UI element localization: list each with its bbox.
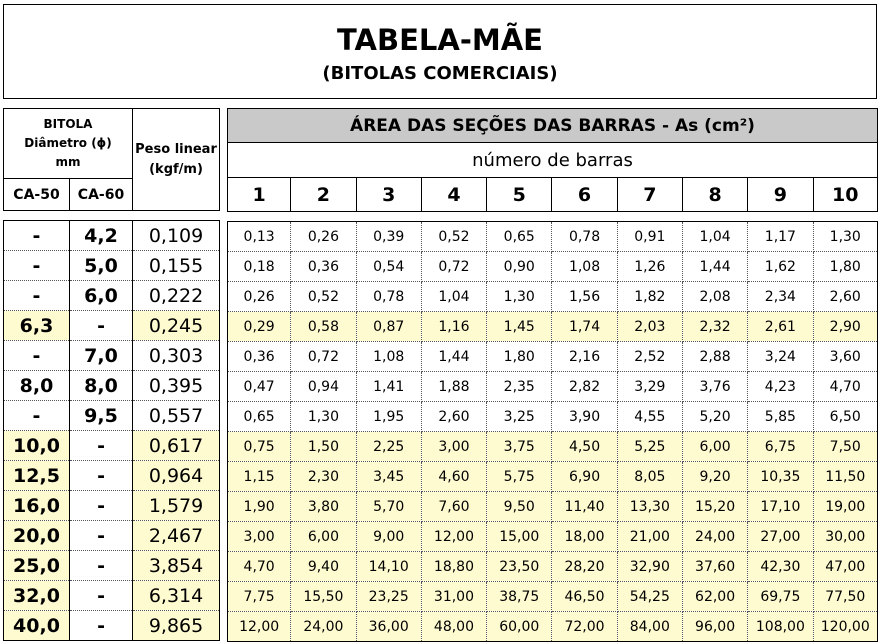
peso-header: [133, 109, 220, 211]
ca60-cell: -: [70, 551, 133, 581]
column-header-1: 1: [228, 178, 291, 212]
area-cell: 31,00: [421, 582, 486, 612]
area-cell: 11,40: [552, 492, 617, 522]
bitola-row: [4, 281, 220, 311]
area-cell: 1,45: [487, 312, 552, 342]
area-cell: 3,45: [356, 462, 421, 492]
ca50-cell: 16,0: [4, 491, 70, 521]
area-cell: 30,00: [813, 522, 877, 552]
area-cell: 47,00: [813, 552, 877, 582]
peso-cell: 0,155: [133, 251, 220, 281]
page-title: TABELA-MÃE: [337, 23, 543, 57]
area-cell: 9,00: [356, 522, 421, 552]
column-header-6: 6: [552, 178, 617, 212]
spacer-row: [4, 211, 220, 221]
area-row: [228, 252, 878, 282]
area-cell: 2,25: [356, 432, 421, 462]
ca50-cell: -: [4, 341, 70, 371]
area-cell: 4,23: [748, 372, 813, 402]
page-subtitle: (BITOLAS COMERCIAIS): [322, 63, 558, 84]
peso-cell: 0,222: [133, 281, 220, 311]
area-cell: 11,50: [813, 462, 877, 492]
area-cell: 1,17: [748, 222, 813, 252]
area-row: [228, 282, 878, 312]
area-cell: 0,18: [228, 252, 291, 282]
area-cell: 6,50: [813, 402, 877, 432]
area-cell: 1,44: [421, 342, 486, 372]
area-cell: 5,25: [617, 432, 682, 462]
area-cell: 2,08: [682, 282, 747, 312]
area-cell: 9,50: [487, 492, 552, 522]
area-cell: 9,20: [682, 462, 747, 492]
area-cell: 18,00: [552, 522, 617, 552]
area-cell: 2,88: [682, 342, 747, 372]
area-cell: 0,87: [356, 312, 421, 342]
bitola-row: [4, 461, 220, 491]
area-cell: 7,75: [228, 582, 291, 612]
title-box: [3, 4, 877, 99]
columns-header-row: [228, 178, 878, 212]
ca60-cell: -: [70, 611, 133, 641]
area-cell: 42,30: [748, 552, 813, 582]
area-cell: 0,90: [487, 252, 552, 282]
area-cell: 1,74: [552, 312, 617, 342]
area-cell: 72,00: [552, 612, 617, 642]
peso-cell: 0,303: [133, 341, 220, 371]
bitola-row: [4, 611, 220, 641]
area-cell: 62,00: [682, 582, 747, 612]
area-cell: 0,36: [228, 342, 291, 372]
bitola-row: [4, 521, 220, 551]
area-row: [228, 462, 878, 492]
area-cell: 84,00: [617, 612, 682, 642]
area-row: [228, 612, 878, 642]
area-cell: 5,20: [682, 402, 747, 432]
ca60-cell: 5,0: [70, 251, 133, 281]
peso-label: Peso linear: [135, 141, 217, 157]
area-cell: 3,00: [228, 522, 291, 552]
area-cell: 0,58: [291, 312, 356, 342]
area-cell: 5,75: [487, 462, 552, 492]
area-cell: 1,15: [228, 462, 291, 492]
area-row: [228, 222, 878, 252]
area-row: [228, 552, 878, 582]
area-cell: 2,30: [291, 462, 356, 492]
area-cell: 0,75: [228, 432, 291, 462]
peso-cell: 0,617: [133, 431, 220, 461]
ca60-cell: 7,0: [70, 341, 133, 371]
ca60-cell: 8,0: [70, 371, 133, 401]
bitola-row: [4, 221, 220, 251]
area-row: [228, 372, 878, 402]
area-cell: 38,75: [487, 582, 552, 612]
area-cell: 2,16: [552, 342, 617, 372]
column-header-7: 7: [617, 178, 682, 212]
peso-cell: 0,245: [133, 311, 220, 341]
area-header-row: [228, 109, 878, 143]
area-cell: 12,00: [421, 522, 486, 552]
diametro-label: Diâmetro (ϕ): [24, 136, 112, 150]
area-cell: 37,60: [682, 552, 747, 582]
area-cell: 1,08: [356, 342, 421, 372]
ca60-header: CA-60: [70, 179, 133, 211]
area-cell: 4,55: [617, 402, 682, 432]
column-header-8: 8: [682, 178, 747, 212]
area-cell: 3,90: [552, 402, 617, 432]
peso-cell: 0,109: [133, 221, 220, 251]
bitola-header-row: [4, 109, 220, 179]
area-cell: 2,60: [813, 282, 877, 312]
area-cell: 4,50: [552, 432, 617, 462]
peso-cell: 1,579: [133, 491, 220, 521]
ca60-cell: -: [70, 461, 133, 491]
area-cell: 120,00: [813, 612, 877, 642]
area-cell: 15,50: [291, 582, 356, 612]
area-cell: 2,35: [487, 372, 552, 402]
bitola-label: BITOLA: [43, 117, 93, 131]
area-cell: 6,75: [748, 432, 813, 462]
bitola-row: [4, 431, 220, 461]
area-cell: 60,00: [487, 612, 552, 642]
area-row: [228, 402, 878, 432]
mm-label: mm: [55, 155, 81, 169]
area-cell: 0,72: [291, 342, 356, 372]
area-cell: 108,00: [748, 612, 813, 642]
numero-header-row: [228, 143, 878, 178]
area-header: ÁREA DAS SEÇÕES DAS BARRAS - As (cm²): [228, 109, 878, 143]
area-cell: 1,80: [813, 252, 877, 282]
ca60-cell: -: [70, 311, 133, 341]
area-cell: 3,60: [813, 342, 877, 372]
area-cell: 1,56: [552, 282, 617, 312]
area-cell: 0,65: [228, 402, 291, 432]
area-cell: 0,52: [291, 282, 356, 312]
area-cell: 96,00: [682, 612, 747, 642]
area-cell: 0,26: [291, 222, 356, 252]
area-cell: 7,60: [421, 492, 486, 522]
area-cell: 3,76: [682, 372, 747, 402]
ca50-cell: 8,0: [4, 371, 70, 401]
area-cell: 24,00: [291, 612, 356, 642]
area-cell: 27,00: [748, 522, 813, 552]
ca50-cell: 40,0: [4, 611, 70, 641]
area-cell: 1,80: [487, 342, 552, 372]
area-cell: 1,04: [682, 222, 747, 252]
area-cell: 36,00: [356, 612, 421, 642]
numero-header: número de barras: [228, 143, 878, 178]
area-cell: 0,72: [421, 252, 486, 282]
area-cell: 1,82: [617, 282, 682, 312]
peso-cell: 9,865: [133, 611, 220, 641]
area-cell: 7,50: [813, 432, 877, 462]
area-cell: 1,50: [291, 432, 356, 462]
bitola-row: [4, 341, 220, 371]
area-cell: 2,61: [748, 312, 813, 342]
area-cell: 3,80: [291, 492, 356, 522]
peso-cell: 6,314: [133, 581, 220, 611]
area-cell: 0,65: [487, 222, 552, 252]
peso-cell: 2,467: [133, 521, 220, 551]
peso-cell: 0,395: [133, 371, 220, 401]
area-cell: 4,70: [228, 552, 291, 582]
ca60-cell: 4,2: [70, 221, 133, 251]
area-cell: 1,30: [813, 222, 877, 252]
area-cell: 3,75: [487, 432, 552, 462]
area-cell: 69,75: [748, 582, 813, 612]
area-cell: 1,41: [356, 372, 421, 402]
ca60-cell: -: [70, 581, 133, 611]
area-cell: 1,88: [421, 372, 486, 402]
area-cell: 2,82: [552, 372, 617, 402]
area-cell: 4,70: [813, 372, 877, 402]
area-cell: 46,50: [552, 582, 617, 612]
ca50-cell: -: [4, 281, 70, 311]
area-cell: 23,50: [487, 552, 552, 582]
area-cell: 5,70: [356, 492, 421, 522]
column-header-10: 10: [813, 178, 877, 212]
area-row: [228, 492, 878, 522]
bitola-row: [4, 371, 220, 401]
ca50-cell: 12,5: [4, 461, 70, 491]
area-cell: 23,25: [356, 582, 421, 612]
area-cell: 2,90: [813, 312, 877, 342]
area-cell: 54,25: [617, 582, 682, 612]
area-cell: 8,05: [617, 462, 682, 492]
ca50-cell: -: [4, 221, 70, 251]
area-cell: 15,20: [682, 492, 747, 522]
area-cell: 0,94: [291, 372, 356, 402]
area-cell: 10,35: [748, 462, 813, 492]
column-header-5: 5: [487, 178, 552, 212]
bitola-table: [3, 108, 220, 641]
area-cell: 1,30: [291, 402, 356, 432]
area-cell: 2,34: [748, 282, 813, 312]
area-cell: 0,39: [356, 222, 421, 252]
area-cell: 0,78: [552, 222, 617, 252]
area-cell: 3,24: [748, 342, 813, 372]
column-header-9: 9: [748, 178, 813, 212]
area-cell: 1,26: [617, 252, 682, 282]
ca60-cell: -: [70, 521, 133, 551]
bitola-row: [4, 251, 220, 281]
ca50-cell: -: [4, 401, 70, 431]
area-cell: 0,13: [228, 222, 291, 252]
ca60-cell: 6,0: [70, 281, 133, 311]
ca60-cell: -: [70, 431, 133, 461]
bitola-row: [4, 581, 220, 611]
ca50-header: CA-50: [4, 179, 70, 211]
bitola-row: [4, 311, 220, 341]
area-cell: 0,52: [421, 222, 486, 252]
area-cell: 0,91: [617, 222, 682, 252]
area-cell: 0,36: [291, 252, 356, 282]
column-header-2: 2: [291, 178, 356, 212]
peso-cell: 3,854: [133, 551, 220, 581]
area-cell: 32,90: [617, 552, 682, 582]
peso-unit-label: (kgf/m): [149, 161, 203, 177]
area-cell: 1,90: [228, 492, 291, 522]
bitola-row: [4, 401, 220, 431]
area-cell: 0,26: [228, 282, 291, 312]
area-cell: 2,52: [617, 342, 682, 372]
spacer-row: [228, 212, 878, 222]
area-cell: 21,00: [617, 522, 682, 552]
area-cell: 24,00: [682, 522, 747, 552]
area-row: [228, 582, 878, 612]
area-cell: 2,60: [421, 402, 486, 432]
area-cell: 3,29: [617, 372, 682, 402]
area-cell: 5,85: [748, 402, 813, 432]
area-cell: 9,40: [291, 552, 356, 582]
area-cell: 77,50: [813, 582, 877, 612]
area-cell: 1,62: [748, 252, 813, 282]
ca50-cell: -: [4, 251, 70, 281]
area-cell: 1,04: [421, 282, 486, 312]
area-row: [228, 432, 878, 462]
area-cell: 6,00: [682, 432, 747, 462]
area-cell: 12,00: [228, 612, 291, 642]
bitola-row: [4, 491, 220, 521]
area-cell: 0,29: [228, 312, 291, 342]
bitola-header: [4, 109, 133, 179]
area-cell: 2,32: [682, 312, 747, 342]
area-row: [228, 312, 878, 342]
ca60-cell: 9,5: [70, 401, 133, 431]
peso-cell: 0,557: [133, 401, 220, 431]
area-cell: 14,10: [356, 552, 421, 582]
area-cell: 1,95: [356, 402, 421, 432]
area-cell: 15,00: [487, 522, 552, 552]
area-cell: 1,30: [487, 282, 552, 312]
area-cell: 0,78: [356, 282, 421, 312]
column-header-3: 3: [356, 178, 421, 212]
area-cell: 13,30: [617, 492, 682, 522]
area-table: [227, 108, 878, 642]
area-cell: 17,10: [748, 492, 813, 522]
ca60-cell: -: [70, 491, 133, 521]
area-cell: 6,00: [291, 522, 356, 552]
area-cell: 1,16: [421, 312, 486, 342]
area-cell: 18,80: [421, 552, 486, 582]
area-cell: 3,25: [487, 402, 552, 432]
area-cell: 19,00: [813, 492, 877, 522]
column-header-4: 4: [421, 178, 486, 212]
area-row: [228, 522, 878, 552]
area-cell: 48,00: [421, 612, 486, 642]
area-cell: 28,20: [552, 552, 617, 582]
area-cell: 6,90: [552, 462, 617, 492]
ca50-cell: 32,0: [4, 581, 70, 611]
area-cell: 4,60: [421, 462, 486, 492]
area-row: [228, 342, 878, 372]
ca50-cell: 6,3: [4, 311, 70, 341]
ca50-cell: 20,0: [4, 521, 70, 551]
area-cell: 0,47: [228, 372, 291, 402]
peso-cell: 0,964: [133, 461, 220, 491]
ca50-cell: 25,0: [4, 551, 70, 581]
area-cell: 3,00: [421, 432, 486, 462]
area-cell: 1,08: [552, 252, 617, 282]
ca50-cell: 10,0: [4, 431, 70, 461]
bitola-row: [4, 551, 220, 581]
area-cell: 1,44: [682, 252, 747, 282]
area-cell: 0,54: [356, 252, 421, 282]
area-cell: 2,03: [617, 312, 682, 342]
